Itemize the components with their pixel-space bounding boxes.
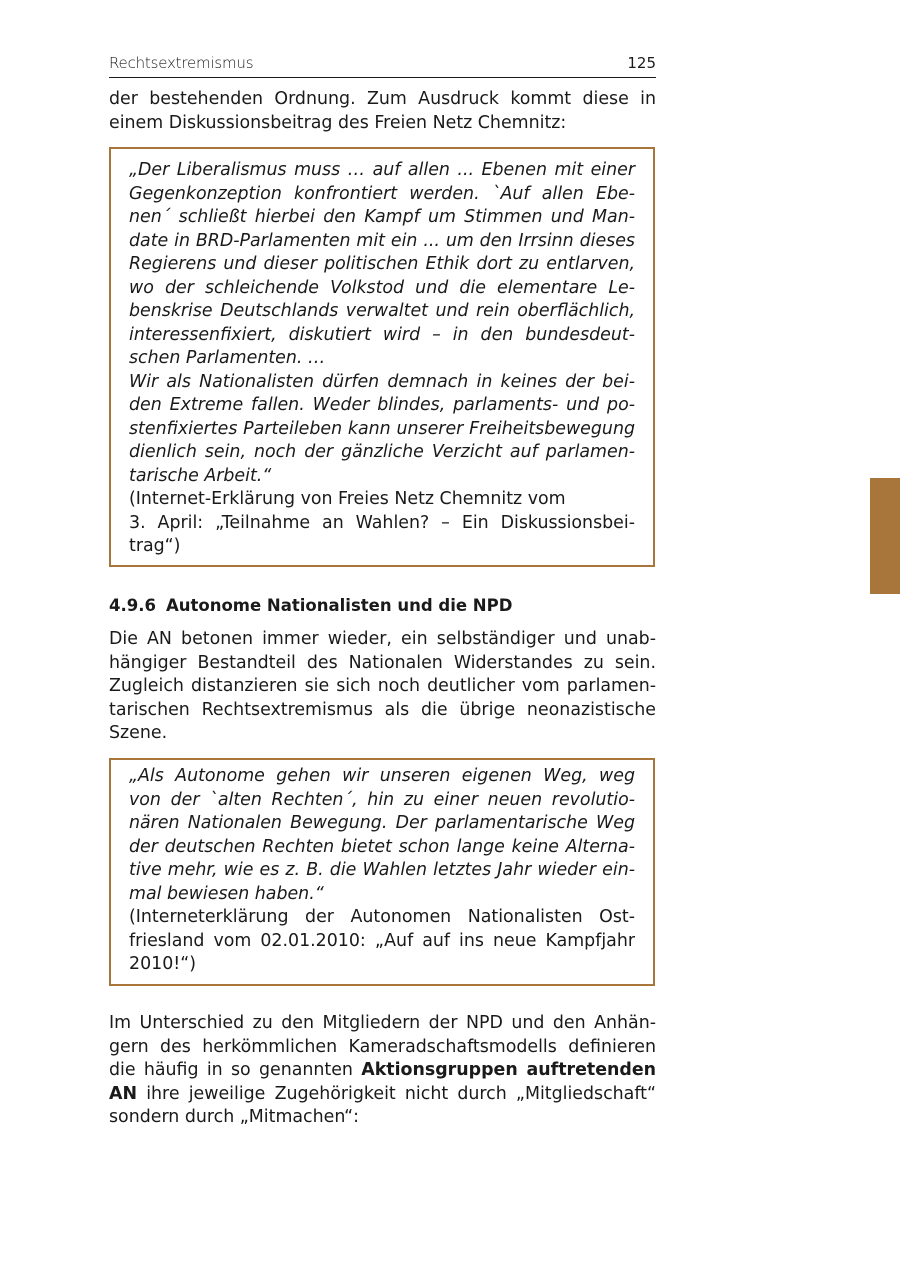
quote-line: interessenfixiert, diskutiert wird – in den bundesdeut- xyxy=(129,324,635,345)
running-title: Rechtsextremismus xyxy=(109,54,254,72)
bold-term: Aktionsgruppen auftretenden xyxy=(361,1060,656,1080)
text-line: hängiger Bestandteil des Nationalen Widerstandes zu sein. xyxy=(109,652,656,673)
text-line: sondern durch „Mitmachen“: xyxy=(109,1107,359,1127)
quote-line: Regierens und dieser politischen Ethik dort zu entlarven, xyxy=(129,254,635,274)
quote-box-freies-netz xyxy=(109,147,655,567)
quote-source-line: 3. April: „Teilnahme an Wahlen? – Ein Diskussionsbei- xyxy=(129,512,635,533)
quote-line: von der `alten Rechten´, hin zu einer neuen revolutio- xyxy=(129,789,635,810)
quote-line: den Extreme fallen. Weder blindes, parlaments- und po- xyxy=(129,395,635,415)
quote-line: Gegenkonzeption konfrontiert werden. `Auf allen Ebe- xyxy=(129,183,635,204)
chapter-thumb-tab xyxy=(870,478,900,594)
quote-line: tive mehr, wie es z. B. die Wahlen letztes Jahr wieder ein- xyxy=(129,860,635,880)
quote-line: nen´ schließt hierbei den Kampf um Stimmen und Man- xyxy=(129,207,635,227)
section-heading xyxy=(109,596,512,615)
quote-line: benskrise Deutschlands verwaltet und rein oberflächlich, xyxy=(129,301,635,321)
quote-line: der deutschen Rechten bietet schon lange keine Alterna- xyxy=(129,836,635,857)
text-line: Im Unterschied zu den Mitgliedern der NPD und den Anhän- xyxy=(109,1013,656,1033)
text-run: ihre jeweilige Zugehörigkeit nicht durch „Mitgliedschaft“ xyxy=(137,1083,656,1104)
quote-line: „Als Autonome gehen wir unseren eigenen Weg, weg xyxy=(129,766,635,786)
quote-source-line: (Interneterklärung der Autonomen Nationalisten Ost- xyxy=(129,907,635,927)
text-line: gern des herkömmlichen Kameradschaftsmodells definieren xyxy=(109,1036,656,1057)
intro-paragraph xyxy=(109,88,656,135)
quote-source-line: 2010!“) xyxy=(129,954,197,974)
page-number: 125 xyxy=(627,54,656,72)
text-line: Zugleich distanzieren sie sich noch deutlicher vom parlamen- xyxy=(109,676,656,696)
quote-line: dienlich sein, noch der gänzliche Verzicht auf parlamen- xyxy=(129,442,635,462)
text-line: Die AN betonen immer wieder, ein selbständiger und unab- xyxy=(109,629,656,649)
quote-box-autonome xyxy=(109,758,655,986)
text-line: einem Diskussionsbeitrag des Freien Netz Chemnitz: xyxy=(109,112,567,133)
quote-line: mal bewiesen haben.“ xyxy=(129,883,324,904)
text-line xyxy=(109,1083,656,1107)
quote-line: wo der schleichende Volkstod und die elementare Le- xyxy=(129,277,635,298)
text-line xyxy=(109,1059,656,1083)
text-line: Szene. xyxy=(109,723,168,743)
section-title: Autonome Nationalisten und die NPD xyxy=(165,596,513,615)
body-paragraph-1 xyxy=(109,628,656,746)
quote-line: Wir als Nationalisten dürfen demnach in keines der bei- xyxy=(129,371,635,392)
section-number: 4.9.6 xyxy=(109,596,156,615)
quote-line: date in BRD-Parlamenten mit ein ... um den Irrsinn dieses xyxy=(129,230,635,251)
quote-line: tarische Arbeit.“ xyxy=(129,465,272,486)
text-run: die häufig in so genannten xyxy=(109,1060,362,1080)
text-line: der bestehenden Ordnung. Zum Ausdruck kommt diese in xyxy=(109,89,656,109)
body-paragraph-2 xyxy=(109,1012,656,1130)
quote-line: nären Nationalen Bewegung. Der parlamentarische Weg xyxy=(129,813,635,833)
quote-line: „Der Liberalismus muss … auf allen ... Ebenen mit einer xyxy=(129,160,635,180)
quote-line: stenfixiertes Parteileben kann unserer Freiheitsbewegung xyxy=(129,418,635,439)
quote-source-line: (Internet-Erklärung von Freies Netz Chemnitz vom xyxy=(129,489,566,509)
bold-term: AN xyxy=(109,1083,138,1104)
quote-line: schen Parlamenten. … xyxy=(129,348,326,368)
quote-source-line: trag“) xyxy=(129,536,181,556)
running-header xyxy=(109,53,656,78)
text-line: tarischen Rechtsextremismus als die übrige neonazistische xyxy=(109,699,656,720)
quote-source-line: friesland vom 02.01.2010: „Auf auf ins neue Kampfjahr xyxy=(129,930,635,951)
